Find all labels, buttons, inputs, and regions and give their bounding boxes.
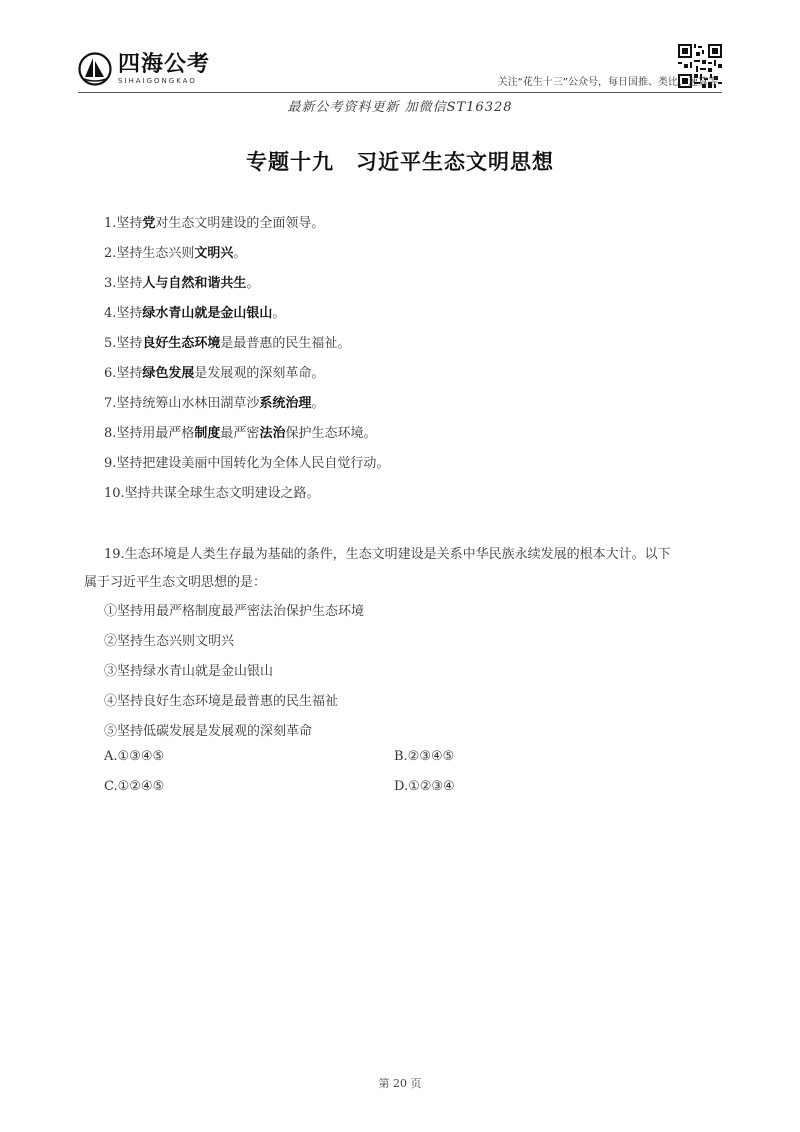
list-item: 10.坚持共谋全球生态文明建设之路。 — [104, 486, 320, 501]
statement-option: ③坚持绿水青山就是金山银山 — [104, 664, 274, 679]
question-stem-continued: 属于习近平生态文明思想的是： — [84, 575, 267, 590]
question-stem: 19.生态环境是人类生存最为基础的条件，生态文明建设是关系中华民族永续发展的根本大计。以下 — [104, 547, 671, 562]
list-item: 5.坚持良好生态环境是最普惠的民生福祉。 — [104, 336, 351, 351]
question-block — [84, 541, 704, 747]
choice-d: D.①②③④ — [394, 779, 455, 794]
list-item: 2.坚持生态兴则文明兴。 — [104, 246, 247, 261]
logo — [78, 52, 210, 86]
statement-option: ④坚持良好生态环境是最普惠的民生福祉 — [104, 694, 339, 709]
page-number: 第 20 页 — [378, 1077, 422, 1090]
choice-a: A.①③④⑤ — [104, 749, 165, 764]
choice-c: C.①②④⑤ — [104, 779, 165, 794]
answer-choices — [104, 742, 704, 802]
choice-b: B.②③④⑤ — [394, 749, 455, 764]
logo-name: 四海公考 — [118, 51, 211, 77]
page-title: 专题十九 习近平生态文明思想 — [246, 150, 554, 174]
list-item: 1.坚持党对生态文明建设的全面领导。 — [104, 216, 325, 231]
header-subtitle: 最新公考资料更新 加微信ST16328 — [287, 100, 513, 115]
statement-option: ⑤坚持低碳发展是发展观的深刻革命 — [104, 724, 313, 739]
statement-option: ②坚持生态兴则文明兴 — [104, 634, 235, 649]
key-points-list — [104, 214, 389, 514]
list-item: 7.坚持统筹山水林田湖草沙系统治理。 — [104, 396, 325, 411]
statement-option: ①坚持用最严格制度最严密法治保护生态环境 — [104, 604, 365, 619]
list-item: 4.坚持绿水青山就是金山银山。 — [104, 306, 286, 321]
list-item: 9.坚持把建设美丽中国转化为全体人民自觉行动。 — [104, 456, 390, 471]
header-divider — [78, 92, 722, 93]
list-item: 8.坚持用最严格制度最严密法治保护生态环境。 — [104, 426, 377, 441]
list-item: 3.坚持人与自然和谐共生。 — [104, 276, 260, 291]
list-item: 6.坚持绿色发展是发展观的深刻革命。 — [104, 366, 325, 381]
header-note: 关注“花生十三”公众号，每日国推、类比、速算等 — [497, 77, 718, 88]
page-header — [0, 0, 800, 120]
sailboat-logo-icon — [78, 52, 112, 86]
logo-name-latin: SIHAIGONGKAO — [118, 76, 197, 85]
